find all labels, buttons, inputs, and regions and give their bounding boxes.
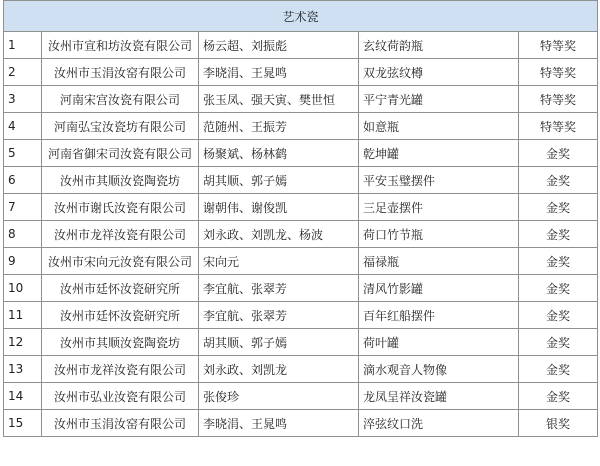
section-header-row — [4, 1, 598, 32]
entry-number: 9 — [4, 248, 42, 275]
author-names: 刘永政、刘凯龙 — [199, 356, 359, 383]
award-level: 金奖 — [519, 248, 598, 275]
entry-number: 1 — [4, 32, 42, 59]
table-row — [4, 221, 598, 248]
work-title: 百年红船摆件 — [359, 302, 519, 329]
award-level: 金奖 — [519, 356, 598, 383]
award-level: 金奖 — [519, 275, 598, 302]
table-row — [4, 329, 598, 356]
award-level: 特等奖 — [519, 113, 598, 140]
entry-number: 6 — [4, 167, 42, 194]
table-row — [4, 167, 598, 194]
table-row — [4, 356, 598, 383]
author-names: 宋向元 — [199, 248, 359, 275]
author-names: 范随州、王振芳 — [199, 113, 359, 140]
entry-number: 11 — [4, 302, 42, 329]
table-row — [4, 383, 598, 410]
award-level: 金奖 — [519, 383, 598, 410]
entry-number: 2 — [4, 59, 42, 86]
company-name: 汝州市龙祥汝瓷有限公司 — [42, 356, 199, 383]
entry-number: 15 — [4, 410, 42, 437]
entry-number: 7 — [4, 194, 42, 221]
work-title: 滴水观音人物像 — [359, 356, 519, 383]
table-row — [4, 302, 598, 329]
author-names: 胡其顺、郭子嫣 — [199, 167, 359, 194]
table-row — [4, 86, 598, 113]
entry-number: 4 — [4, 113, 42, 140]
company-name: 河南弘宝汝瓷坊有限公司 — [42, 113, 199, 140]
award-level: 银奖 — [519, 410, 598, 437]
work-title: 龙凤呈祥汝瓷罐 — [359, 383, 519, 410]
work-title: 平安玉璧摆件 — [359, 167, 519, 194]
author-names: 杨云超、刘振彪 — [199, 32, 359, 59]
company-name: 河南宋宫汝瓷有限公司 — [42, 86, 199, 113]
table-row — [4, 140, 598, 167]
award-table — [3, 0, 598, 437]
author-names: 李宜航、张翠芳 — [199, 275, 359, 302]
author-names: 张俊珍 — [199, 383, 359, 410]
author-names: 谢朝伟、谢俊凯 — [199, 194, 359, 221]
work-title: 清风竹影罐 — [359, 275, 519, 302]
award-level: 金奖 — [519, 329, 598, 356]
company-name: 汝州市廷怀汝瓷研究所 — [42, 302, 199, 329]
company-name: 汝州市廷怀汝瓷研究所 — [42, 275, 199, 302]
author-names: 李宜航、张翠芳 — [199, 302, 359, 329]
work-title: 荷口竹节瓶 — [359, 221, 519, 248]
award-table-body — [4, 1, 598, 437]
company-name: 汝州市宣和坊汝瓷有限公司 — [42, 32, 199, 59]
award-level: 金奖 — [519, 140, 598, 167]
entry-number: 5 — [4, 140, 42, 167]
award-level: 金奖 — [519, 167, 598, 194]
award-level: 金奖 — [519, 221, 598, 248]
table-row — [4, 410, 598, 437]
table-row — [4, 194, 598, 221]
table-row — [4, 59, 598, 86]
company-name: 河南省御宋司汝瓷有限公司 — [42, 140, 199, 167]
work-title: 福禄瓶 — [359, 248, 519, 275]
author-names: 张玉凤、强天寅、樊世恒 — [199, 86, 359, 113]
work-title: 三足壶摆件 — [359, 194, 519, 221]
table-row — [4, 113, 598, 140]
company-name: 汝州市宋向元汝瓷有限公司 — [42, 248, 199, 275]
award-level: 特等奖 — [519, 86, 598, 113]
author-names: 杨聚斌、杨林鹤 — [199, 140, 359, 167]
section-title: 艺术瓷 — [4, 1, 598, 32]
table-row — [4, 248, 598, 275]
company-name: 汝州市玉涓汝窑有限公司 — [42, 59, 199, 86]
work-title: 乾坤罐 — [359, 140, 519, 167]
work-title: 如意瓶 — [359, 113, 519, 140]
entry-number: 10 — [4, 275, 42, 302]
company-name: 汝州市弘业汝瓷有限公司 — [42, 383, 199, 410]
author-names: 李晓涓、王晁鸣 — [199, 59, 359, 86]
work-title: 淬弦纹口洗 — [359, 410, 519, 437]
author-names: 李晓涓、王晁鸣 — [199, 410, 359, 437]
entry-number: 13 — [4, 356, 42, 383]
award-level: 特等奖 — [519, 59, 598, 86]
company-name: 汝州市其顺汝瓷陶瓷坊 — [42, 329, 199, 356]
company-name: 汝州市其顺汝瓷陶瓷坊 — [42, 167, 199, 194]
work-title: 玄纹荷韵瓶 — [359, 32, 519, 59]
award-level: 特等奖 — [519, 32, 598, 59]
work-title: 荷叶罐 — [359, 329, 519, 356]
entry-number: 12 — [4, 329, 42, 356]
work-title: 双龙弦纹樽 — [359, 59, 519, 86]
company-name: 汝州市谢氏汝瓷有限公司 — [42, 194, 199, 221]
author-names: 刘永政、刘凯龙、杨波 — [199, 221, 359, 248]
award-level: 金奖 — [519, 302, 598, 329]
entry-number: 14 — [4, 383, 42, 410]
table-row — [4, 275, 598, 302]
award-level: 金奖 — [519, 194, 598, 221]
table-row — [4, 32, 598, 59]
entry-number: 3 — [4, 86, 42, 113]
company-name: 汝州市龙祥汝瓷有限公司 — [42, 221, 199, 248]
work-title: 平宁青光罐 — [359, 86, 519, 113]
company-name: 汝州市玉涓汝窑有限公司 — [42, 410, 199, 437]
author-names: 胡其顺、郭子嫣 — [199, 329, 359, 356]
entry-number: 8 — [4, 221, 42, 248]
